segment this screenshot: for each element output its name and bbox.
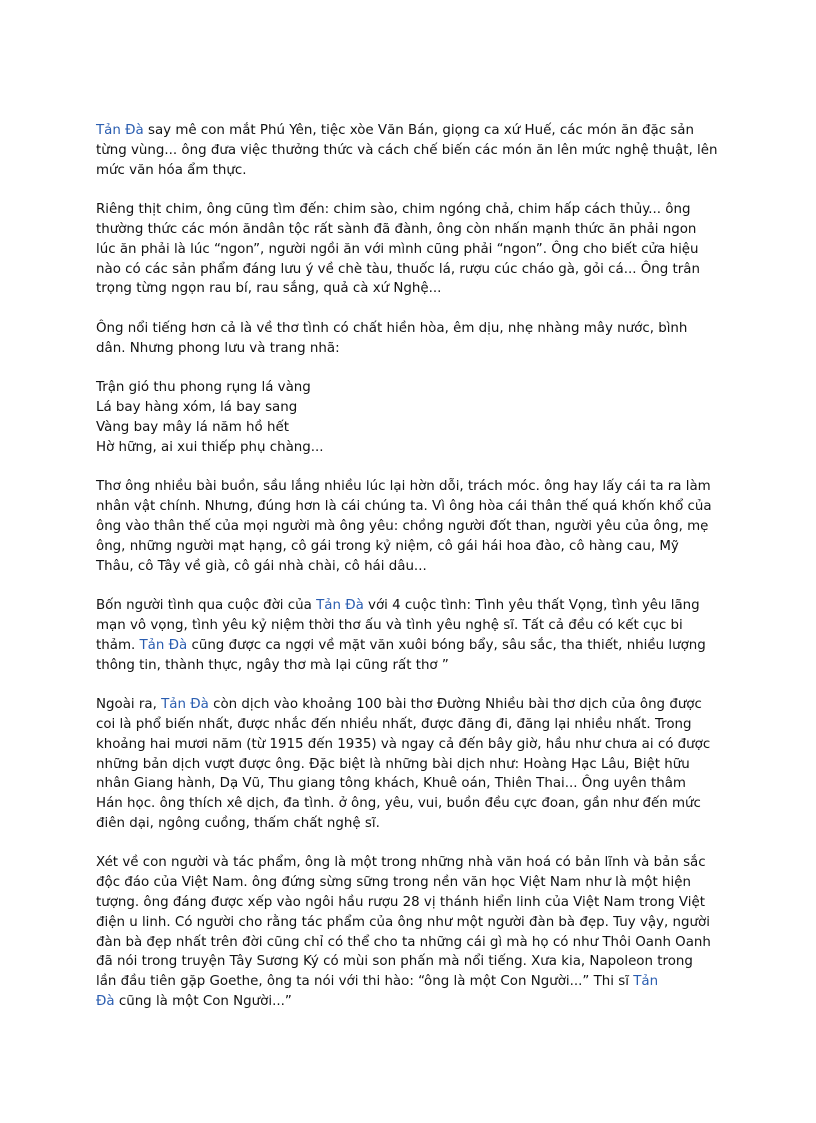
text-run: thảm. <box>96 637 140 653</box>
document-body <box>96 121 736 1032</box>
text-line <box>96 715 736 735</box>
text-run: điên dại, ngông cuồng, thấm chất nghệ sĩ. <box>96 815 380 831</box>
text-run: ông, những người mạt hạng, cô gái trong kỷ niệm, cô gái hái hoa đào, cô hàng cau, Mỹ <box>96 538 679 554</box>
text-run: nhân Giang hành, Dạ Vũ, Thu giang tông khách, Khuê oán, Thiên Thai... Ông uyên thâm <box>96 776 686 792</box>
text-run: Ông nổi tiếng hơn cả là về thơ tình có chất hiền hòa, êm dịu, nhẹ nhàng mây nước, bình <box>96 320 688 336</box>
text-run: đàn bà đẹp nhất trên đời cũng chỉ có thể cho ta những cái gì mà họ có như Thôi Oanh Oanh <box>96 934 711 950</box>
paragraph-4 <box>96 378 736 457</box>
text-line <box>96 557 736 577</box>
text-line <box>96 240 736 260</box>
text-run: từng vùng... ông đưa việc thưởng thức và cách chế biến các món ăn lên mức nghệ thuật, lên <box>96 142 718 158</box>
text-line <box>96 616 736 636</box>
text-run: lần đầu tiên gặp Goethe, ông ta nói với thi hào: “ông là một Con Người...” Thi sĩ <box>96 974 634 990</box>
text-line <box>96 893 736 913</box>
text-run: nhân vật chính. Nhưng, đúng hơn là cái chúng ta. Vì ông hòa cái thân thế quá khốn khổ của <box>96 499 712 515</box>
text-line <box>96 735 736 755</box>
text-line <box>96 933 736 953</box>
text-line <box>96 161 736 181</box>
text-run: đã nói trong truyện Tây Sương Ký có mùi son phấn mà nổi tiếng. Xưa kia, Napoleon trong <box>96 954 693 970</box>
text-run: Thơ ông nhiều bài buồn, sầu lắng nhiều lúc lại hờn dỗi, trách móc. ông hay lấy cái ta ra làm <box>96 479 711 495</box>
text-line <box>96 200 736 220</box>
text-run: mạn vô vọng, tình yêu kỷ niệm thời thơ ấu và tình yêu nghệ sĩ. Tất cả đều có kết cục bi <box>96 617 683 633</box>
text-run: tượng. ông đáng được xếp vào ngôi hầu rượu 28 vị thánh hiển linh của Việt Nam trong Việt <box>96 895 705 911</box>
text-line <box>96 774 736 794</box>
text-run: thường thức các món ăndân tộc rất sành đã đành, ông còn nhấn mạnh thức ăn phải ngon <box>96 221 697 237</box>
author-link[interactable]: Tản <box>633 974 659 990</box>
text-line <box>96 517 736 537</box>
paragraph-8 <box>96 853 736 1011</box>
text-line <box>96 755 736 775</box>
text-line <box>96 537 736 557</box>
text-line <box>96 220 736 240</box>
text-run: cũng là một Con Người...” <box>114 994 292 1010</box>
author-link[interactable]: Đà <box>96 994 115 1010</box>
text-line <box>96 279 736 299</box>
text-line <box>96 873 736 893</box>
text-run: trọng từng ngọn rau bí, rau sắng, quả cà xứ Nghệ... <box>96 281 442 297</box>
text-run: say mê con mắt Phú Yên, tiệc xòe Văn Bán, giọng ca xứ Huế, các món ăn đặc sản <box>143 123 694 138</box>
text-line <box>96 418 736 438</box>
text-run: dân. Nhưng phong lưu và trang nhã: <box>96 340 340 356</box>
author-link[interactable]: Tản Đà <box>161 697 209 713</box>
text-run: Xét về con người và tác phẩm, ông là một trong những nhà văn hoá có bản lĩnh và bản sắc <box>96 855 706 871</box>
author-link[interactable]: Tản Đà <box>139 637 188 653</box>
paragraph-6 <box>96 596 736 675</box>
text-run: lúc ăn phải là lúc “ngon”, người ngồi ăn với mình cũng phải “ngon”. Ông cho biết cửa hiệu <box>96 241 699 257</box>
author-link[interactable]: Tản Đà <box>96 123 144 138</box>
text-line <box>96 398 736 418</box>
text-run: Trận gió thu phong rụng lá vàng <box>96 380 311 396</box>
text-line <box>96 477 736 497</box>
text-line <box>96 497 736 517</box>
text-run: Hán học. ông thích xê dịch, đa tình. ở ông, yêu, vui, buồn đều cực đoan, gần như đến mức <box>96 796 701 812</box>
paragraph-5 <box>96 477 736 576</box>
text-run: Vàng bay mây lá năm hồ hết <box>96 419 289 435</box>
text-line <box>96 319 736 339</box>
author-link[interactable]: Tản Đà <box>316 598 364 614</box>
text-line <box>96 260 736 280</box>
text-line <box>96 794 736 814</box>
text-line <box>96 121 736 141</box>
text-line <box>96 972 736 992</box>
text-line <box>96 141 736 161</box>
text-run: điện u linh. Có người cho rằng tác phẩm của ông như một người đàn bà đẹp. Tuy vậy, người <box>96 914 710 930</box>
text-line <box>96 992 736 1012</box>
text-run: Bốn người tình qua cuộc đời của <box>96 598 317 614</box>
text-line <box>96 853 736 873</box>
paragraph-2 <box>96 200 736 299</box>
text-run: cũng được ca ngợi về mặt văn xuôi bóng bẩy, sâu sắc, tha thiết, nhiều lượng <box>187 637 706 653</box>
paragraph-1 <box>96 121 736 180</box>
text-run: những bản dịch vượt được ông. Đặc biệt là những bài dịch như: Hoàng Hạc Lâu, Biệt hữu <box>96 756 690 772</box>
text-run: với 4 cuộc tình: Tình yêu thất Vọng, tình yêu lãng <box>363 598 700 614</box>
text-line <box>96 952 736 972</box>
text-line <box>96 695 736 715</box>
text-run: Hờ hững, ai xui thiếp phụ chàng... <box>96 439 324 455</box>
text-line <box>96 438 736 458</box>
text-line <box>96 596 736 616</box>
text-run: Lá bay hàng xóm, lá bay sang <box>96 400 298 416</box>
text-line <box>96 378 736 398</box>
text-run: coi là phổ biến nhất, được nhắc đến nhiều nhất, được đăng đi, đăng lại nhiều nhất. Trong <box>96 716 692 732</box>
text-line <box>96 814 736 834</box>
text-run: còn dịch vào khoảng 100 bài thơ Đường Nhiều bài thơ dịch của ông được <box>208 697 702 713</box>
text-run: Thâu, cô Tây về già, cô gái nhà chài, cô hái dâu... <box>96 558 427 574</box>
text-run: khoảng hai mươi năm (từ 1915 đến 1935) và ngay cả đến bây giờ, hầu như chưa ai có được <box>96 736 711 752</box>
text-run: mức văn hóa ẩm thực. <box>96 162 247 178</box>
text-run: Riêng thịt chim, ông cũng tìm đến: chim sào, chim ngóng chả, chim hấp cách thủy... ông <box>96 202 691 218</box>
paragraph-3 <box>96 319 736 359</box>
text-line <box>96 339 736 359</box>
text-run: thông tin, thành thực, ngây thơ mà lại cũng rất thơ ” <box>96 657 449 673</box>
text-run: nào có các sản phẩm đáng lưu ý về chè tàu, thuốc lá, rượu cúc cháo gà, gỏi cá... Ông trân <box>96 261 700 277</box>
text-run: độc đáo của Việt Nam. ông đứng sừng sững trong nền văn học Việt Nam như là một hiện <box>96 875 691 891</box>
text-line <box>96 656 736 676</box>
text-line <box>96 913 736 933</box>
paragraph-7 <box>96 695 736 834</box>
text-run: ông vào thân thế của mọi người mà ông yêu: chồng người đốt than, người yêu của ông, mẹ <box>96 518 709 534</box>
text-line <box>96 636 736 656</box>
text-run: Ngoài ra, <box>96 697 162 713</box>
